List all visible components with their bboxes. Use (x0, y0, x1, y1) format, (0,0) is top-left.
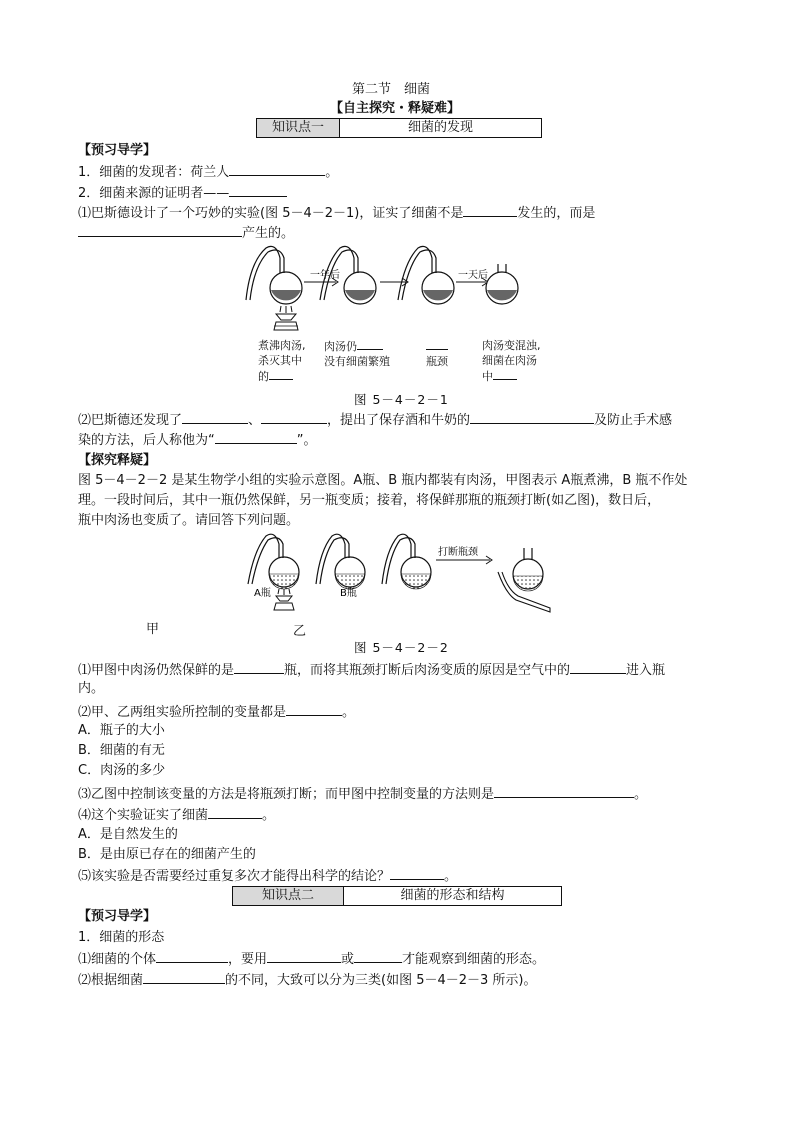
morph-q1 (78, 949, 545, 969)
knowledge-point-1-label: 知识点一 (257, 119, 340, 137)
fig1-cap4-line3: 中 (482, 368, 541, 384)
para-2b (78, 430, 317, 450)
figure-experiment-ab (244, 530, 564, 640)
break-neck-label: 打断瓶颈 (438, 547, 478, 558)
arrow-1-label: 一年后 (310, 270, 340, 281)
blank-air-agent[interactable] (570, 660, 626, 674)
blank-shape[interactable] (143, 970, 225, 984)
explore-q1b: 内。 (78, 681, 105, 696)
question-2 (78, 183, 287, 203)
flask-b (316, 534, 365, 589)
para-2a (78, 410, 672, 430)
q2-text: 2．细菌来源的证明者—— (78, 186, 230, 201)
page-title: 第二节 细菌 (352, 82, 431, 97)
knowledge-point-2-label: 知识点二 (233, 887, 344, 905)
e1-text-3: 进入瓶 (626, 663, 666, 678)
p2b-text: 染的方法，后人称他为“ (78, 433, 215, 448)
fig1-caption-4 (482, 338, 541, 384)
p1b-text: 产生的。 (242, 226, 295, 241)
blank-discovery-2[interactable] (261, 410, 327, 424)
section-subtitle: 【自主探究・释疑难】 (330, 101, 461, 116)
burner-icon (274, 306, 298, 330)
m2-text-2: ，要用 (228, 952, 268, 967)
knowledge-point-1-title: 细菌的发现 (407, 120, 473, 135)
label-yi: 乙 (293, 624, 307, 639)
e4-text: ⑷这个实验证实了细菌 (78, 808, 209, 823)
explore-q1a (78, 660, 665, 680)
blank-fig1-4[interactable] (493, 368, 517, 380)
flask-c (382, 534, 431, 589)
blank-tool-2[interactable] (354, 949, 402, 963)
fig1-caption-3 (426, 338, 448, 369)
label-jia: 甲 (146, 622, 160, 637)
figure-swan-neck-experiment (236, 240, 576, 340)
blank-repeat[interactable] (390, 866, 444, 880)
blank-control-method[interactable] (494, 784, 634, 798)
m2-text-4: 才能观察到细菌的形态。 (402, 952, 546, 967)
e5-text-2: 。 (444, 869, 458, 884)
blank-title[interactable] (215, 430, 297, 444)
p2b-text-2: ”。 (296, 433, 317, 448)
p2a-text-2: ，提出了保存酒和牛奶的 (327, 413, 471, 428)
explore-text-2: 理。一段时间后，其中一瓶仍然保鲜，另一瓶变质；接着，将保鲜那瓶的瓶颈打断(如乙图)，数日后， (78, 493, 661, 508)
fig1-cap1-line1: 煮沸肉汤, (258, 339, 306, 352)
q1-text: 1．细菌的发现者：荷兰人 (78, 165, 230, 180)
fig1-cap4-line1: 肉汤变混浊, (482, 339, 541, 352)
blank-fresh-flask[interactable] (234, 660, 284, 674)
blank-fig1-3[interactable] (426, 338, 448, 350)
blank-tool-1[interactable] (267, 949, 341, 963)
option-4b[interactable]: B．是由原已存在的细菌产生的 (78, 847, 256, 862)
option-2c[interactable]: C．肉汤的多少 (78, 763, 166, 778)
e2-text-2: 。 (342, 705, 356, 720)
blank-preserve-method[interactable] (470, 410, 594, 424)
fig1-cap1-line3: 的 (258, 368, 306, 384)
blank-fig1-2[interactable] (357, 338, 383, 350)
e4-text-2: 。 (262, 808, 276, 823)
explore-q3 (78, 784, 647, 804)
blank-fig1-1[interactable] (269, 368, 293, 380)
blank-prover[interactable] (229, 183, 287, 197)
e3-text-2: 。 (634, 787, 648, 802)
flask-broken (498, 548, 550, 612)
fig1-cap3-text: 瓶颈 (426, 355, 448, 368)
e3-text: ⑶乙图中控制该变量的方法是将瓶颈打断；而甲图中控制变量的方法则是 (78, 787, 495, 802)
fig1-caption-1 (258, 338, 306, 384)
e1-text: ⑴甲图中肉汤仍然保鲜的是 (78, 663, 235, 678)
preview-heading-1: 【预习导学】 (78, 143, 157, 158)
figure-2-caption: 图 5－4－2－2 (354, 640, 449, 655)
figure-1-caption: 图 5－4－2－1 (354, 392, 449, 407)
explore-text-1: 图 5－4－2－2 是某生物学小组的实验示意图。A瓶、B 瓶内都装有肉汤，甲图表示 A瓶煮沸，B 瓶不作处 (78, 473, 688, 488)
flask-1 (246, 246, 302, 304)
fig1-cap4-line2: 细菌在肉汤 (482, 354, 537, 367)
para-1a (78, 203, 595, 223)
blank-size[interactable] (156, 949, 228, 963)
morph-title: 1．细菌的形态 (78, 930, 165, 945)
blank-origin[interactable] (78, 223, 242, 237)
knowledge-point-2-box (232, 886, 562, 906)
e2-text: ⑵甲、乙两组实验所控制的变量都是 (78, 705, 287, 720)
p1a-text-2: 发生的，而是 (517, 206, 596, 221)
explore-q5 (78, 866, 457, 886)
option-4a[interactable]: A．是自然发生的 (78, 827, 178, 842)
p2a-text-3: 及防止手术感 (594, 413, 673, 428)
q1-end: 。 (325, 165, 339, 180)
explore-q4 (78, 805, 275, 825)
explore-heading: 【探究释疑】 (78, 453, 157, 468)
blank-variable[interactable] (286, 702, 342, 716)
blank-discovery-1[interactable] (182, 410, 248, 424)
fig1-cap1-line2: 杀灭其中 (258, 354, 302, 367)
e1-text-2: 瓶，而将其瓶颈打断后肉汤变质的原因是空气中的 (284, 663, 571, 678)
option-2b[interactable]: B．细菌的有无 (78, 743, 165, 758)
flask-4 (486, 264, 518, 304)
knowledge-point-2-title: 细菌的形态和结构 (400, 888, 505, 903)
flask-3 (398, 246, 454, 304)
blank-spontaneous[interactable] (463, 203, 517, 217)
p1a-text: ⑴巴斯德设计了一个巧妙的实验(图 5－4－2－1)，证实了细菌不是 (78, 206, 464, 221)
fig1-caption-2 (324, 338, 390, 369)
preview-heading-2: 【预习导学】 (78, 909, 157, 924)
arrow-3-label: 一天后 (458, 270, 488, 281)
flask-a (248, 534, 299, 589)
question-1 (78, 162, 338, 182)
fig1-cap2-line2: 没有细菌繁殖 (324, 355, 390, 368)
option-2a[interactable]: A．瓶子的大小 (78, 723, 165, 738)
knowledge-point-1-box (256, 118, 542, 138)
morph-q2 (78, 970, 537, 990)
explore-text-3: 瓶中肉汤也变质了。请回答下列问题。 (78, 513, 300, 528)
label-flask-a: A瓶 (254, 588, 271, 599)
explore-q2 (78, 702, 355, 722)
m2-text: ⑴细菌的个体 (78, 952, 157, 967)
blank-discoverer[interactable] (229, 162, 325, 176)
blank-conclusion[interactable] (208, 805, 262, 819)
m3-text: ⑵根据细菌 (78, 973, 144, 988)
p2a-text: ⑵巴斯德还发现了 (78, 413, 183, 428)
m2-text-3: 或 (341, 952, 355, 967)
burner-icon-2 (274, 589, 294, 610)
p2a-sep: 、 (248, 413, 262, 428)
m3-text-2: 的不同，大致可以分为三类(如图 5－4－2－3 所示)。 (225, 973, 537, 988)
e5-text: ⑸该实验是否需要经过重复多次才能得出科学的结论？ (78, 869, 391, 884)
label-flask-b: B瓶 (340, 588, 357, 599)
fig1-cap2-line1: 肉汤仍 (324, 338, 390, 354)
